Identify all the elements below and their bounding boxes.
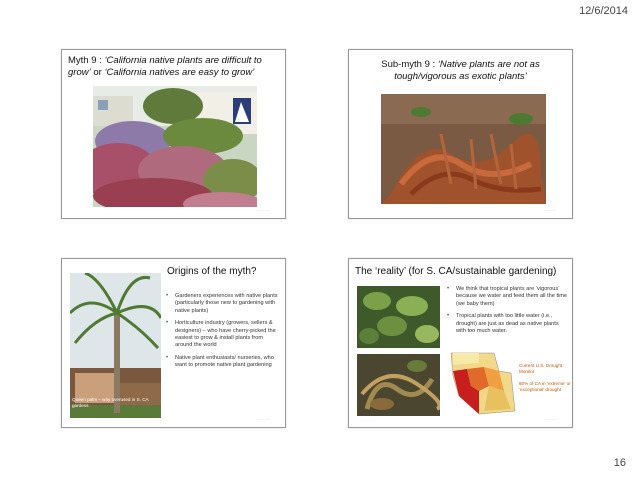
slide-sub-myth-9 (348, 49, 573, 219)
page-date: 12/6/2014 (579, 5, 628, 17)
bullet-item: • We think that tropical plants are ‘vigorous’ because we water and feed them all the time (we baby them) (447, 286, 568, 307)
slide-title: Sub-myth 9 : ‘Native plants are not as tough/vigorous as exotic plants’ (381, 59, 540, 82)
bullet-item: • Gardeners experiences with native plants (particularly those new to gardening with native plants) (166, 293, 278, 314)
photo-caption: Queen palm – way overused in S. CA gardens (72, 397, 149, 408)
native-garden-photo (93, 86, 257, 207)
photo-credit: ··· ··· ··· (543, 209, 556, 213)
bullet-list (166, 293, 278, 375)
bullet-icon: • (447, 286, 450, 292)
dead-plants-photo (381, 94, 546, 204)
bullet-icon: • (166, 354, 169, 361)
bullet-list (447, 286, 567, 340)
photo-credit: ··· ··· ··· (256, 209, 269, 213)
photo-credit: ··· ··· ··· ··· ··· ··· (355, 418, 378, 422)
healthy-plant-photo (357, 286, 440, 348)
slide-title: The ‘reality’ (for S. CA/sustainable gardening) (355, 266, 557, 277)
photo-credit: ··· ··· ··· (543, 418, 556, 422)
slide-myth-9 (61, 49, 286, 219)
bullet-item: • Native plant enthusiasts/ nurseries, who want to promote native plant gardening (166, 354, 274, 369)
bullet-item: • Tropical plants with too little water (i.e., drought) are just as dead as native plants with too much water. (447, 313, 559, 335)
wilted-plant-photo (357, 354, 440, 416)
photo-credit: ··· ··· ··· (256, 418, 269, 422)
drought-map-image (449, 351, 519, 416)
slide-origins (61, 258, 286, 428)
bullet-icon: • (166, 293, 169, 299)
bullet-item: • Horticulture industry (growers, sellers & designers) – who have cherry-picked the easiest to grow & install plants from around the world (166, 320, 276, 349)
page-number: 16 (613, 457, 626, 469)
slide-title: Myth 9 : ‘California native plants are difficult to grow’ or ‘California natives are easy to grow’ (68, 55, 262, 78)
slide-title: Origins of the myth? (167, 266, 257, 277)
slide-reality (348, 258, 573, 428)
drought-map-note: 80% of CA in ‘extreme’ or ‘exceptional’ drought (519, 381, 571, 392)
bullet-icon: • (447, 313, 450, 320)
drought-map-title: Current U.S. Drought Monitor (519, 363, 563, 374)
bullet-icon: • (166, 320, 169, 327)
